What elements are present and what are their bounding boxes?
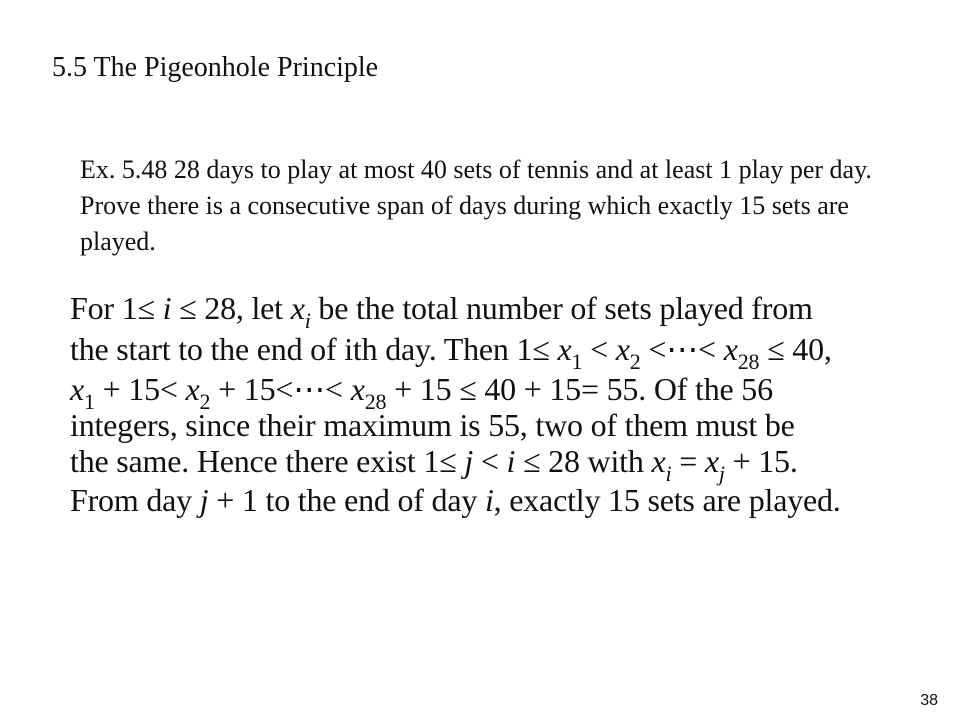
example-statement: Ex. 5.48 28 days to play at most 40 sets of tennis and at least 1 play per day. Prove there is a consecutive span of days during which exactly 15 sets are played.	[80, 155, 872, 256]
slide-title: 5.5 The Pigeonhole Principle	[52, 52, 379, 83]
proof-line-5: the same. Hence there exist 1≤ j < i ≤ 28 with $x_i = x_j + 15$.	[70, 443, 798, 486]
proof-line-2: the start to the end of ith day. Then $1\le x_1 < x_2$ <⋯< $x_{28} \le 40$,	[70, 331, 832, 374]
proof-line-3: $x_1 + 15< x_2$ + 15<⋯< $x_{28} + 15 \le 40 + 15= 55$. Of the 56	[70, 371, 773, 414]
proof-line-1: For 1≤ i ≤ 28, let $x_i$ be the total number of sets played from	[70, 290, 813, 333]
proof-line-6: From day j + 1 to the end of day i, exactly 15 sets are played.	[70, 482, 841, 518]
page-number: 38	[920, 692, 938, 709]
proof-line-4: integers, since their maximum is 55, two of them must be	[70, 407, 795, 443]
